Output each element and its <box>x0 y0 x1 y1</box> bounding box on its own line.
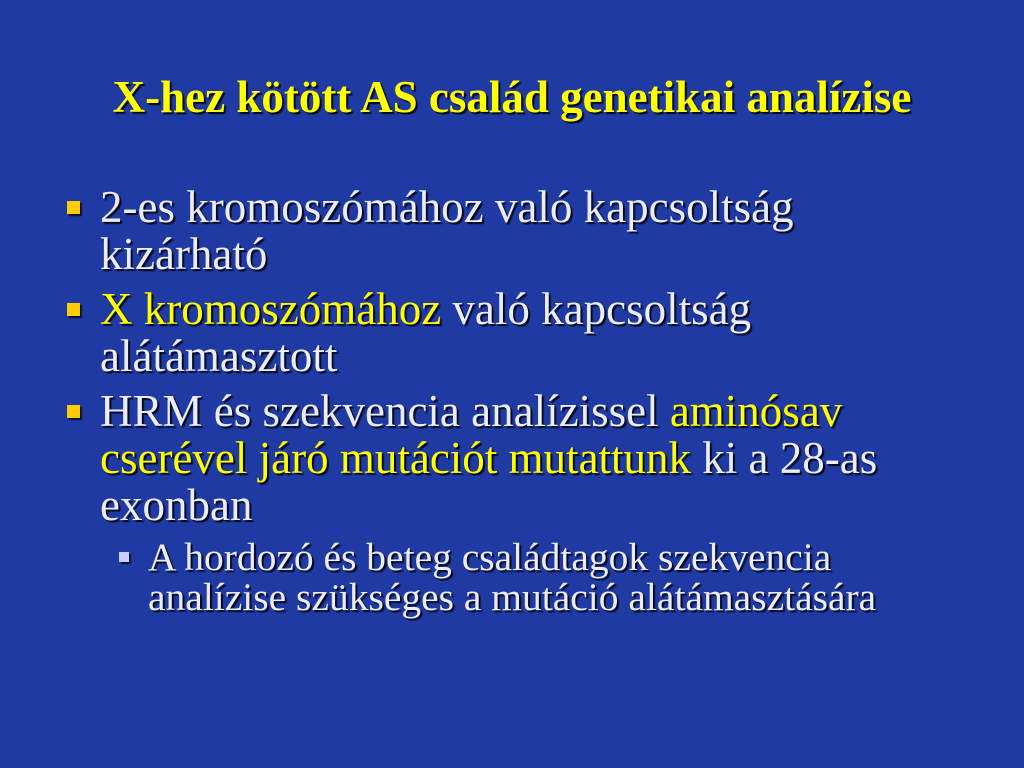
bullet-item <box>100 184 1000 278</box>
bullet-line <box>100 435 1000 482</box>
bullet-line <box>100 184 1000 231</box>
bullet-list <box>100 184 1000 617</box>
slide-title: X-hez kötött AS család genetikai analízise <box>112 72 912 122</box>
bullet-item <box>100 388 1000 529</box>
bullet-text: alátámasztott <box>100 331 338 381</box>
small-square-bullet-icon <box>119 552 129 562</box>
bullet-line <box>100 388 1000 435</box>
bullet-text: ki a 28-as <box>691 433 878 483</box>
bullet-line <box>100 286 1000 333</box>
sub-bullet-line <box>148 537 1000 577</box>
square-bullet-icon <box>67 303 80 316</box>
bullet-text: exonban <box>100 480 253 530</box>
bullet-line <box>100 333 1000 380</box>
square-bullet-icon <box>67 405 80 418</box>
sub-bullet-line <box>148 577 1000 617</box>
highlighted-text: X kromoszómához <box>100 284 442 334</box>
sub-bullet-item <box>148 537 1000 617</box>
sub-bullet-text: A hordozó és beteg családtagok szekvencia <box>148 535 832 579</box>
bullet-text: való kapcsoltság <box>441 284 752 334</box>
bullet-item <box>100 286 1000 380</box>
bullet-line <box>100 231 1000 278</box>
square-bullet-icon <box>67 201 80 214</box>
bullet-line <box>100 482 1000 529</box>
bullet-text: 2-es kromoszómához való kapcsoltság <box>100 182 794 232</box>
bullet-text: kizárható <box>100 229 268 279</box>
highlighted-text: aminósav <box>669 386 843 436</box>
bullet-text: HRM és szekvencia analízissel <box>100 386 670 436</box>
sub-bullet-text: analízise szükséges a mutáció alátámasztására <box>148 575 877 619</box>
highlighted-text: cserével járó mutációt mutattunk <box>100 433 692 483</box>
